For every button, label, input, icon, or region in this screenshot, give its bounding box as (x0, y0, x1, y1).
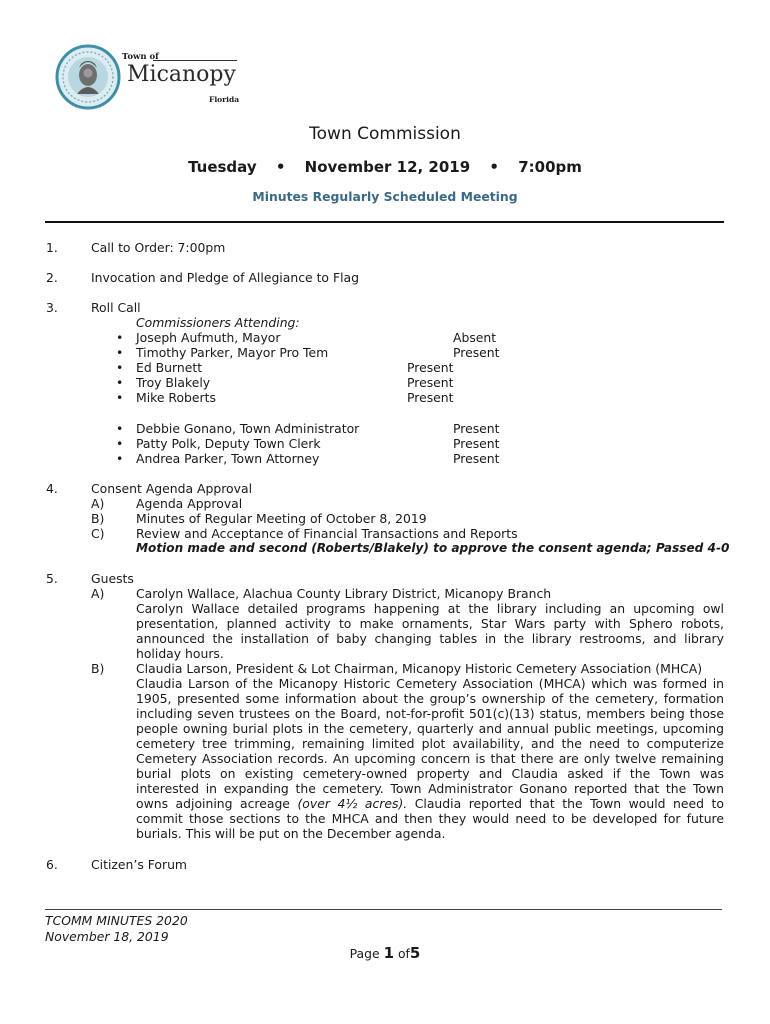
guest-b-paragraph (136, 676, 724, 841)
bullet: • (116, 390, 124, 405)
paragraph-line (136, 796, 724, 811)
paragraph-line: commit those sections to the MHCA and then they would need to be developed for future (136, 811, 724, 826)
bullet: • (116, 421, 124, 436)
attendee-status: Present (407, 390, 454, 405)
page-label: Page (349, 946, 380, 961)
of-label: of (397, 946, 410, 961)
item-call-to-order: Call to Order: 7:00pm (91, 240, 226, 255)
sub-item-text: Minutes of Regular Meeting of October 8, 2019 (136, 511, 427, 526)
footer-divider (45, 909, 722, 910)
item-number: 4. (46, 481, 58, 496)
paragraph-line: Carolyn Wallace detailed programs happening at the library including an upcoming owl (136, 601, 724, 616)
paragraph-line: cemetery tree trimming, remaining limited plot availability, and the need to computerize (136, 736, 724, 751)
staff-name: Andrea Parker, Town Attorney (136, 451, 320, 466)
item-number: 6. (46, 857, 58, 872)
item-roll-call: Roll Call (91, 300, 141, 315)
text-run: Claudia reported that the Town would need to (414, 796, 724, 811)
attendee-name: Joseph Aufmuth, Mayor (136, 330, 281, 345)
bullet: • (116, 451, 124, 466)
paragraph-line: interested in expanding the cemetery. Town Administrator Gonano reported that the Town (136, 781, 724, 796)
logo-town-of: Town of (122, 52, 159, 62)
paragraph-line: Claudia Larson of the Micanopy Historic Cemetery Association (MHCA) which was formed in (136, 676, 724, 691)
meeting-date-line (0, 158, 770, 176)
sub-letter: B) (91, 511, 105, 526)
item-number: 1. (46, 240, 58, 255)
attendee-status: Absent (453, 330, 497, 345)
item-invocation: Invocation and Pledge of Allegiance to Flag (91, 270, 359, 285)
item-citizens-forum: Citizen’s Forum (91, 857, 187, 872)
meeting-day: Tuesday (188, 158, 257, 176)
italic-acreage: (over 4½ acres). (297, 796, 408, 811)
sub-letter: A) (91, 586, 105, 601)
sub-letter: B) (91, 661, 105, 676)
sub-letter: A) (91, 496, 105, 511)
item-number: 3. (46, 300, 58, 315)
page-total: 5 (409, 944, 421, 962)
paragraph-line: presentation, planned activity to make ornaments, Star Wars party with Sphero robots, (136, 616, 724, 631)
paragraph-line: including seven trustees on the Board, not-for-profit 501(c)(13) status, members being those (136, 706, 724, 721)
paragraph-line: burial plots on existing cemetery-owned property and Claudia asked if the Town was (136, 766, 724, 781)
item-number: 2. (46, 270, 58, 285)
meeting-date: November 12, 2019 (304, 158, 471, 176)
staff-name: Debbie Gonano, Town Administrator (136, 421, 360, 436)
item-number: 5. (46, 571, 58, 586)
paragraph-line: burials. This will be put on the December agenda. (136, 826, 446, 841)
footer-doc-name: TCOMM MINUTES 2020 (45, 913, 188, 928)
attendee-status: Present (407, 375, 454, 390)
separator-bullet: • (489, 158, 500, 176)
attendee-name: Timothy Parker, Mayor Pro Tem (136, 345, 329, 360)
logo-underline (153, 60, 237, 61)
sub-letter: C) (91, 526, 105, 541)
attendee-name: Troy Blakely (136, 375, 211, 390)
footer-doc-date: November 18, 2019 (45, 929, 169, 944)
town-logo (55, 44, 245, 110)
paragraph-line: announced the installation of baby changing tables in the library restrooms, and library (136, 631, 724, 646)
staff-name: Patty Polk, Deputy Town Clerk (136, 436, 321, 451)
logo-state: Florida (209, 95, 240, 104)
town-seal-icon (55, 44, 121, 110)
staff-status: Present (453, 421, 500, 436)
logo-name: Micanopy (127, 62, 236, 87)
motion-text: Motion made and second (Roberts/Blakely) to approve the consent agenda; Passed 4-0 (136, 541, 730, 555)
roll-call-subheading: Commissioners Attending: (136, 315, 300, 330)
bullet: • (116, 330, 124, 345)
attendee-status: Present (453, 345, 500, 360)
attendee-name: Mike Roberts (136, 390, 216, 405)
text-run: owns adjoining acreage (136, 796, 290, 811)
guest-a-paragraph (136, 601, 724, 661)
paragraph-line: holiday hours. (136, 646, 224, 661)
page-current: 1 (383, 944, 395, 962)
staff-status: Present (453, 451, 500, 466)
sub-item-text: Review and Acceptance of Financial Transactions and Reports (136, 526, 518, 541)
staff-status: Present (453, 436, 500, 451)
paragraph-line: Cemetery Association records. An upcoming concern is that there are only twelve remaining (136, 751, 724, 766)
separator-bullet: • (275, 158, 286, 176)
attendee-name: Ed Burnett (136, 360, 203, 375)
bullet: • (116, 345, 124, 360)
document-title: Town Commission (309, 124, 461, 144)
item-consent-agenda: Consent Agenda Approval (91, 481, 253, 496)
guest-a-title: Carolyn Wallace, Alachua County Library District, Micanopy Branch (136, 586, 552, 601)
guest-b-title: Claudia Larson, President & Lot Chairman, Micanopy Historic Cemetery Association (MHCA) (136, 661, 703, 676)
paragraph-line: 1905, presented some information about the group’s ownership of the cemetery, formation (136, 691, 724, 706)
document-subtitle: Minutes Regularly Scheduled Meeting (252, 189, 518, 204)
paragraph-line: people owning burial plots in the cemetery, quarterly and annual public meetings, upcoming (136, 721, 724, 736)
attendee-status: Present (407, 360, 454, 375)
header-divider (45, 221, 724, 223)
bullet: • (116, 360, 124, 375)
meeting-time: 7:00pm (518, 158, 582, 176)
page-number (0, 944, 770, 962)
bullet: • (116, 375, 124, 390)
item-guests: Guests (91, 571, 134, 586)
bullet: • (116, 436, 124, 451)
sub-item-text: Agenda Approval (136, 496, 243, 511)
